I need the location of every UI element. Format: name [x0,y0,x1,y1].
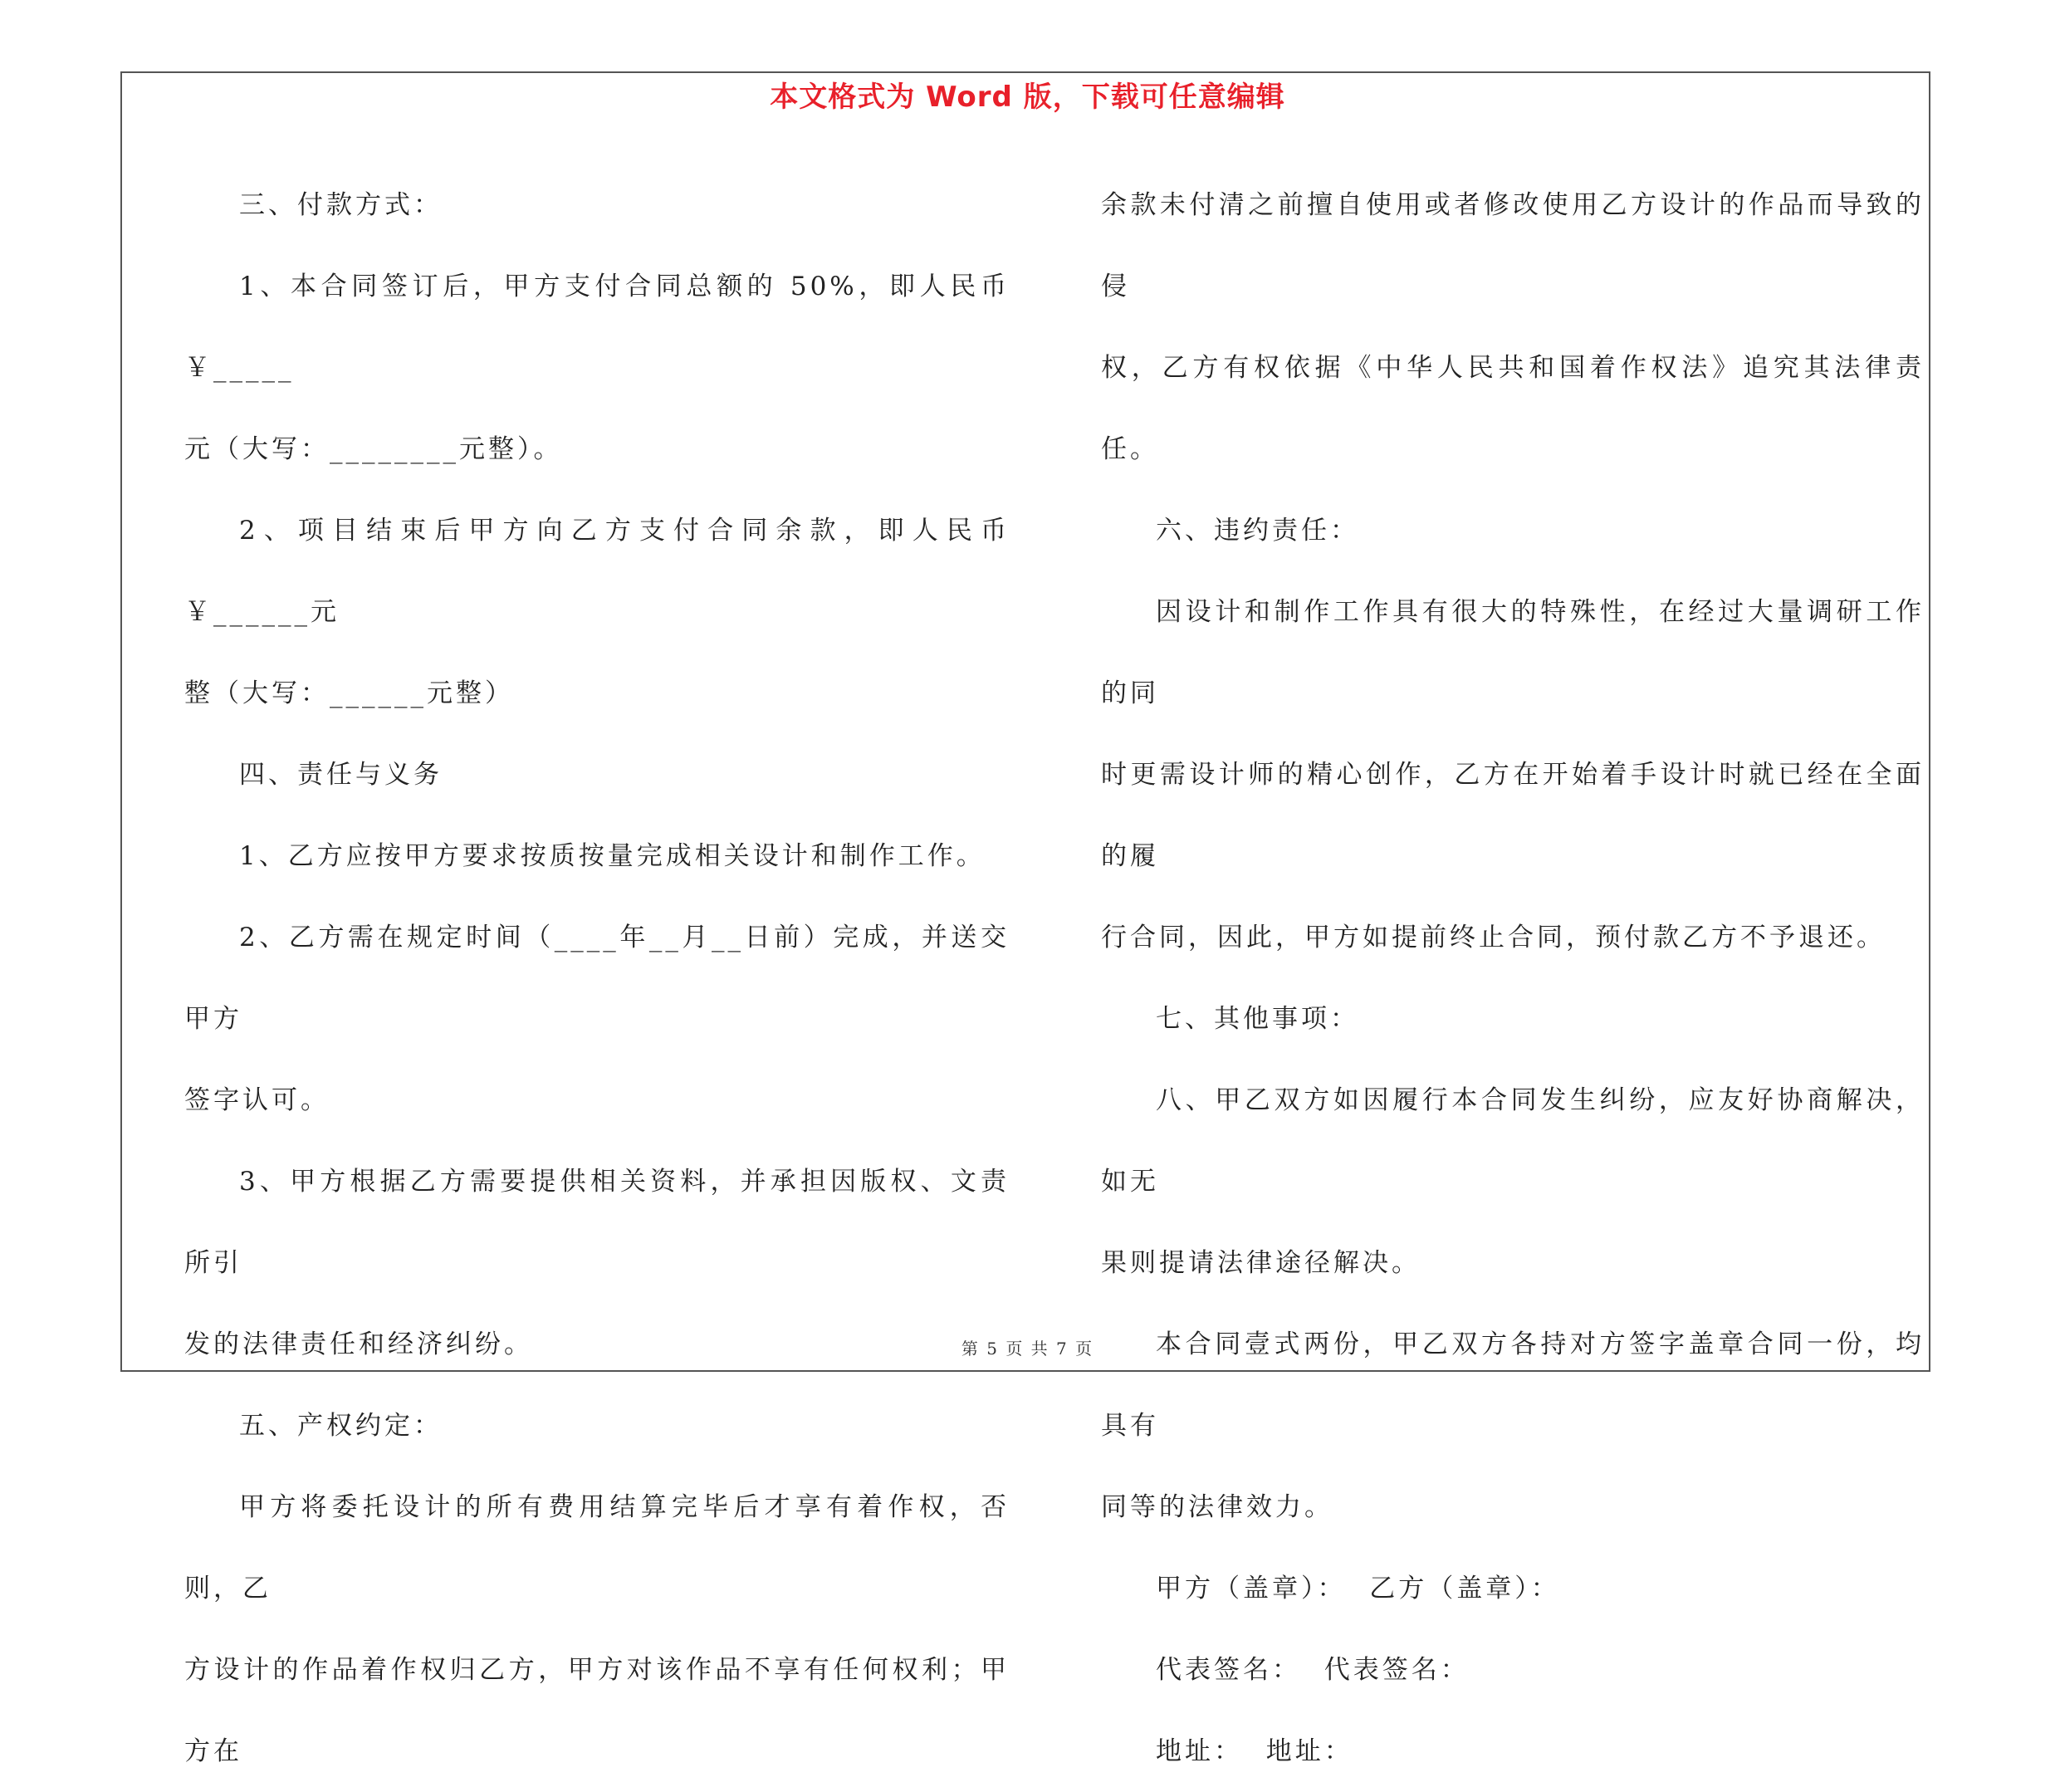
paragraph-line: 元（大写：________元整）。 [184,434,563,464]
paragraph-line: 发的法律责任和经济纠纷。 [184,1329,533,1359]
paragraph-line: 2、项目结束后甲方向乙方支付合同余款，即人民币￥______元 [184,516,1010,627]
paragraph-line: 因设计和制作工作具有很大的特殊性，在经过大量调研工作的同 [1101,597,1925,708]
paragraph-line: 代表签名： 代表签名： [1156,1655,1470,1685]
paragraph-line: 1、乙方应按甲方要求按质按量完成相关设计和制作工作。 [239,841,986,871]
paragraph-line: 权，乙方有权依据《中华人民共和国着作权法》追究其法律责任。 [1101,353,1925,464]
paragraph-line: 时更需设计师的精心创作，乙方在开始着手设计时就已经在全面的履 [1101,760,1925,871]
paragraph-line: 方设计的作品着作权归乙方，甲方对该作品不享有任何权利；甲方在 [184,1655,1010,1766]
paragraph-line: 八、甲乙双方如因履行本合同发生纠纷，应友好协商解决，如无 [1101,1085,1925,1197]
paragraph-line: 余款未付清之前擅自使用或者修改使用乙方设计的作品而导致的侵 [1101,190,1925,301]
paragraph-line: 甲方将委托设计的所有费用结算完毕后才享有着作权，否则，乙 [184,1492,1010,1603]
paragraph-line: 七、其他事项： [1156,1004,1359,1034]
paragraph-line: 六、违约责任： [1156,516,1359,546]
paragraph-line: 整（大写：______元整） [184,678,514,708]
paragraph-line: 四、责任与义务 [239,760,443,790]
paragraph-line: 3、甲方根据乙方需要提供相关资料，并承担因版权、文责所引 [184,1167,1010,1278]
paragraph-line: 同等的法律效力。 [1101,1492,1333,1522]
left-column [184,164,1010,1792]
paragraph-line: 行合同，因此，甲方如提前终止合同，预付款乙方不予退还。 [1101,923,1886,952]
document-banner: 本文格式为 Word 版，下载可任意编辑 [770,81,1285,114]
right-column [1101,164,1925,1792]
paragraph-line: 2、乙方需在规定时间（____年__月__日前）完成，并送交甲方 [184,923,1010,1034]
paragraph-line: 三、付款方式： [239,190,443,220]
paragraph-line: 本合同壹式两份，甲乙双方各持对方签字盖章合同一份，均具有 [1101,1329,1925,1441]
paragraph-line: 1、本合同签订后，甲方支付合同总额的 50%，即人民币￥_____ [184,272,1010,383]
page-number-footer: 第 5 页 共 7 页 [961,1339,1094,1359]
paragraph-line: 地址： 地址： [1156,1736,1353,1766]
paragraph-line: 甲方（盖章）： 乙方（盖章）： [1156,1574,1560,1603]
paragraph-line: 签字认可。 [184,1085,330,1115]
paragraph-line: 五、产权约定： [239,1411,443,1441]
paragraph-line: 果则提请法律途径解决。 [1101,1248,1421,1278]
